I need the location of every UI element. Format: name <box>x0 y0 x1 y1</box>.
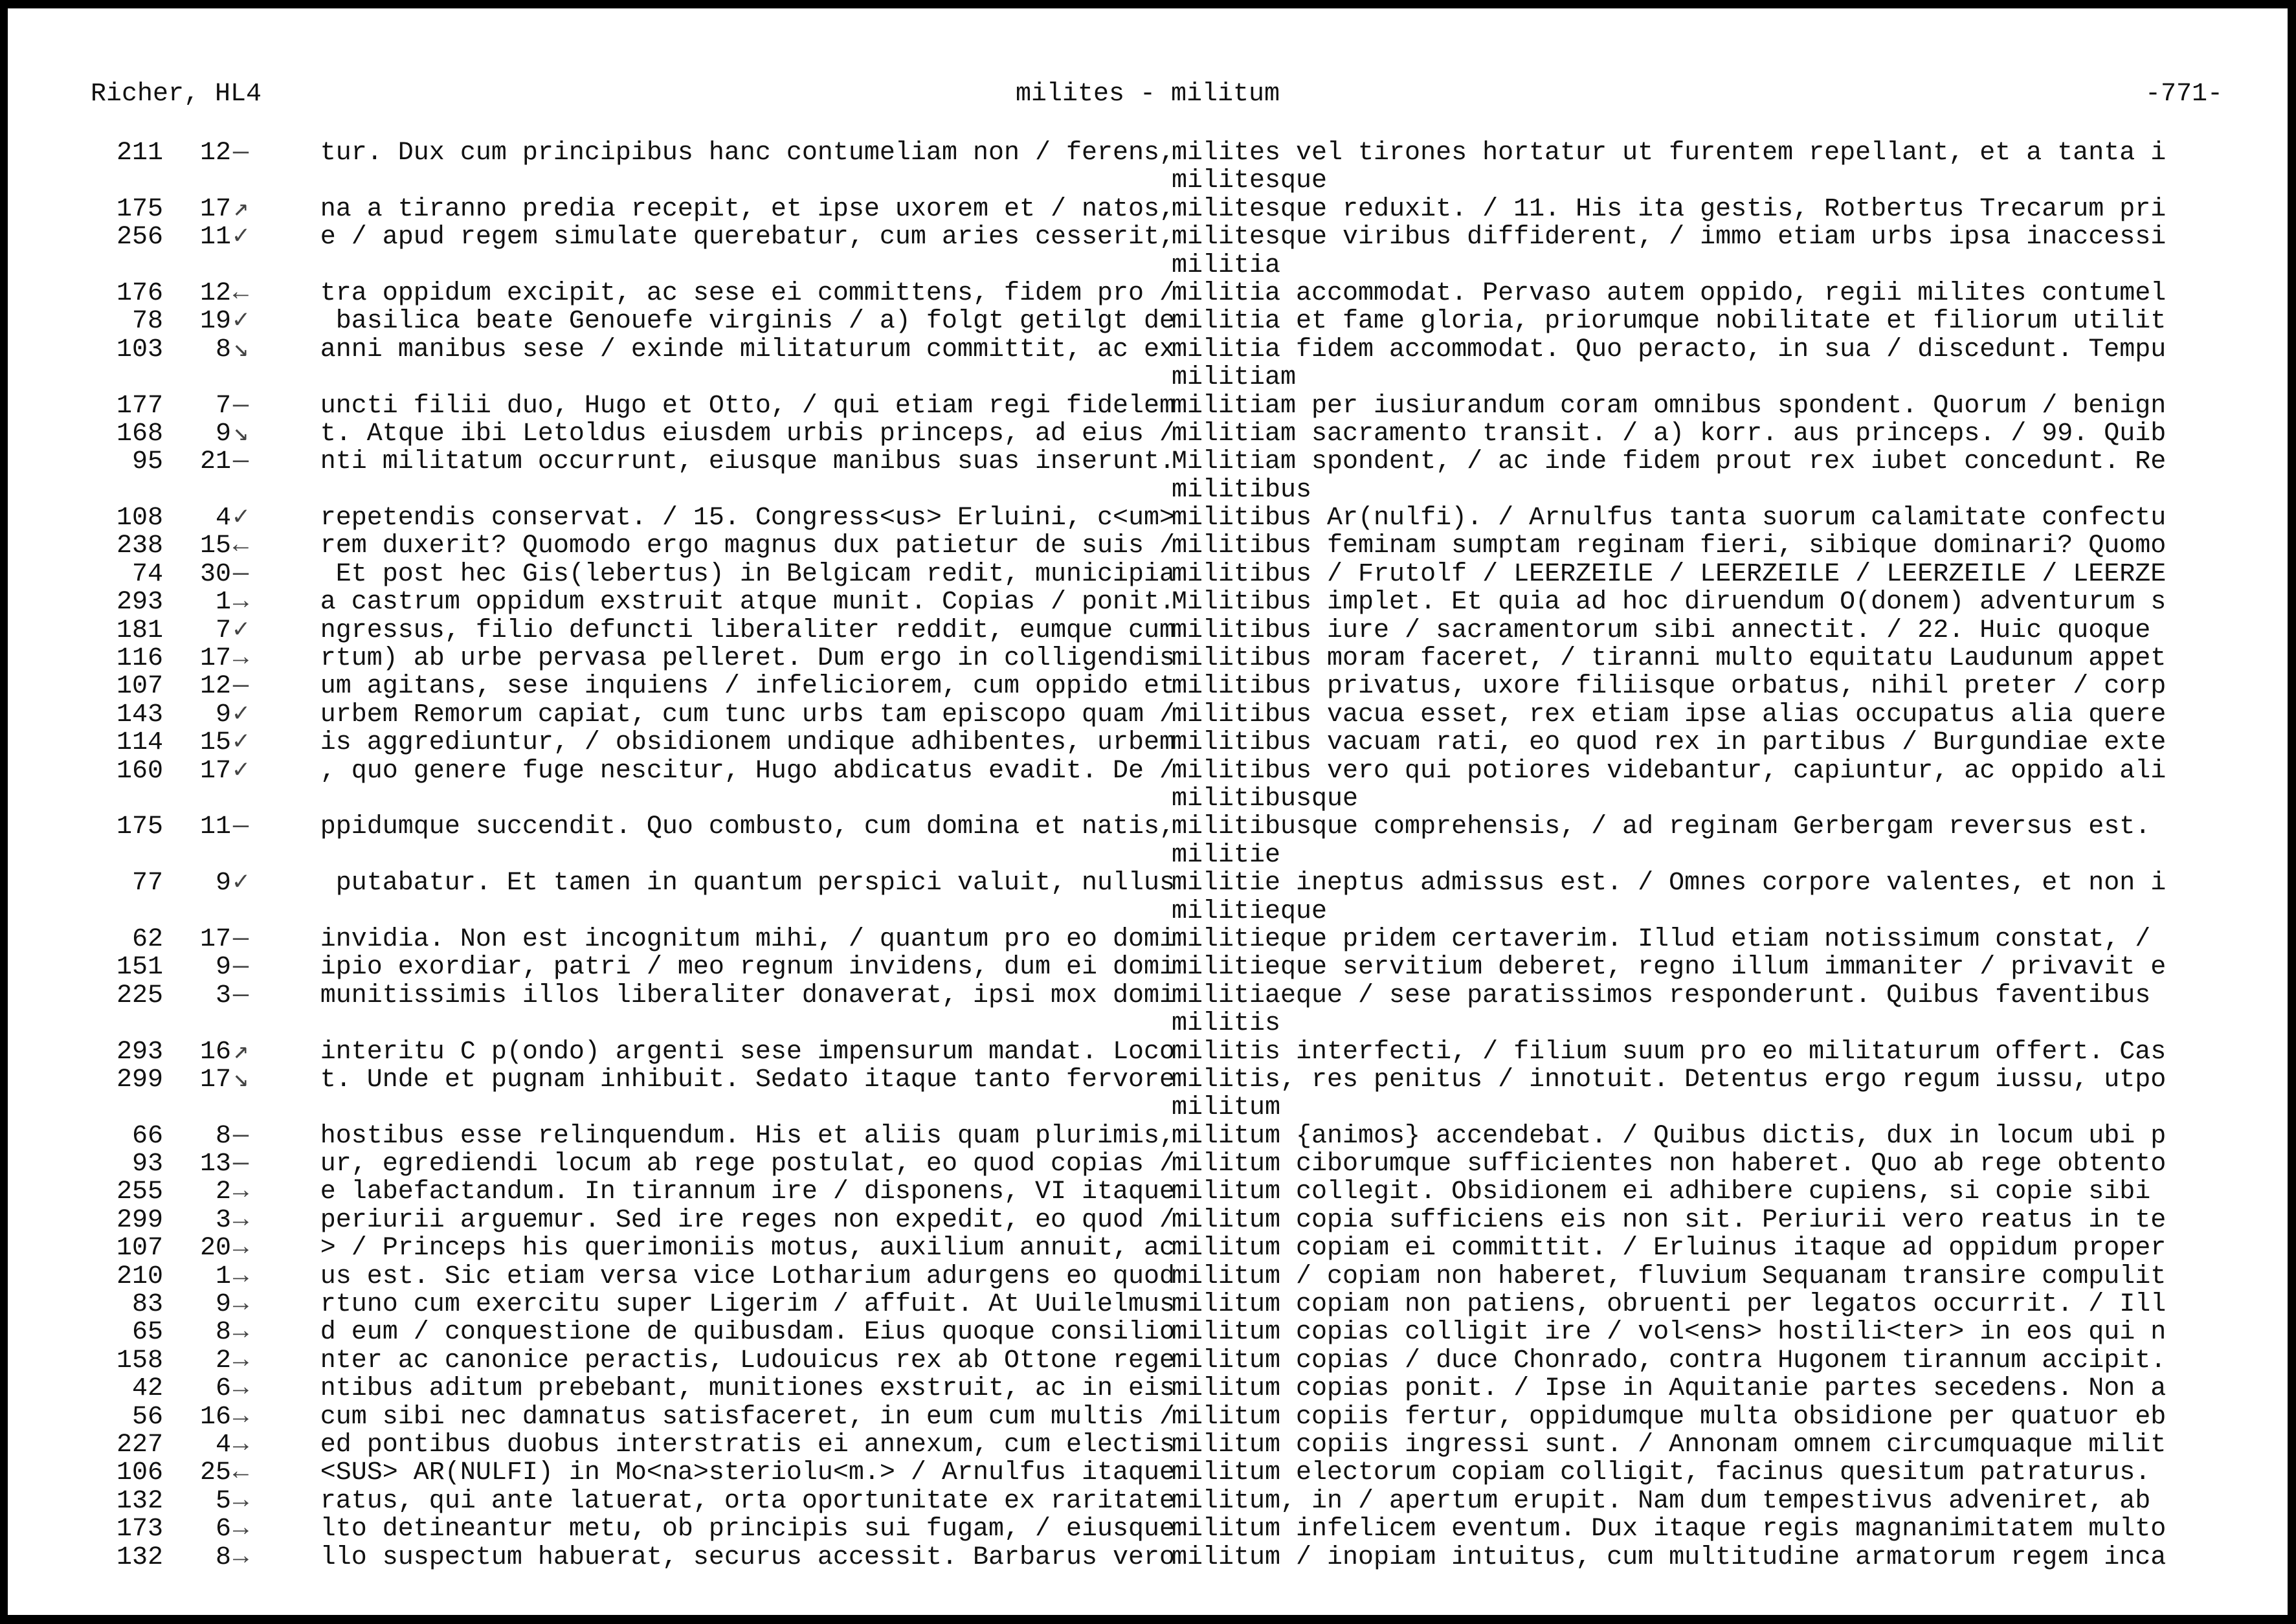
left-context: Et post hec Gis(lebertus) in Belgicam redit, municipia <box>335 559 1175 589</box>
check-mark-icon: — <box>233 447 249 477</box>
keyword-heading-text: militibus <box>1172 475 1312 505</box>
right-context: militibus iure / sacramentorum sibi annectit. / 22. Huic quoque <box>1172 616 2151 645</box>
check-mark-icon: → <box>233 1234 249 1263</box>
keyword-heading-text: militesque <box>1172 166 1328 196</box>
check-mark-icon: ✓ <box>233 869 249 898</box>
page-ref: 211 <box>116 139 163 168</box>
concordance-row <box>8 1375 2288 1403</box>
page-ref: 256 <box>116 223 163 252</box>
check-mark-icon: — <box>233 139 249 168</box>
right-context: militum copiis fertur, oppidumque multa obsidione per quatuor eb <box>1172 1403 2167 1431</box>
concordance-row <box>8 1403 2288 1431</box>
check-mark-icon: — <box>233 1150 249 1179</box>
page-ref: 62 <box>131 924 163 954</box>
keyword-heading <box>8 252 2288 280</box>
right-context: militia accommodat. Pervaso autem oppido, regii milites contumel <box>1172 279 2167 308</box>
right-context: militia et fame gloria, priorumque nobilitate et filiorum utilit <box>1172 307 2167 336</box>
left-context: hostibus esse relinquendum. His et aliis quam plurimis, <box>320 1121 1175 1151</box>
concordance-row <box>8 1066 2288 1094</box>
left-context: rem duxerit? Quomodo ergo magnus dux patietur de suis / <box>320 531 1175 561</box>
keyword-heading-text: militie <box>1172 840 1281 870</box>
right-context: milites vel tirones hortatur ut furentem repellant, et a tanta i <box>1172 139 2167 168</box>
left-context: t. Atque ibi Letoldus eiusdem urbis princeps, ad eius / <box>320 419 1175 449</box>
line-ref: 1 <box>215 1262 231 1291</box>
left-context: putabatur. Et tamen in quantum perspici valuit, nullus <box>335 869 1175 898</box>
check-mark-icon: ↗ <box>233 1037 249 1067</box>
concordance-row <box>8 617 2288 645</box>
left-context: a castrum oppidum exstruit atque munit. Copias / ponit. <box>320 588 1175 617</box>
right-context: militia fidem accommodat. Quo peracto, in sua / discedunt. Tempu <box>1172 335 2167 364</box>
page-ref: 255 <box>116 1177 163 1207</box>
right-context: militum, in / apertum erupit. Nam dum tempestivus adveniret, ab <box>1172 1487 2151 1516</box>
concordance-row <box>8 139 2288 167</box>
right-context: militum electorum copiam colligit, facinus quesitum patraturus. <box>1172 1459 2151 1487</box>
keyword-heading <box>8 476 2288 504</box>
concordance-row <box>8 1318 2288 1346</box>
concordance-row <box>8 504 2288 532</box>
check-mark-icon: → <box>233 1402 249 1432</box>
left-context: e labefactandum. In tirannum ire / disponens, VI itaque <box>320 1177 1175 1207</box>
page-ref: 293 <box>116 588 163 617</box>
line-ref: 20 <box>199 1234 231 1263</box>
check-mark-icon: ✓ <box>233 728 249 758</box>
page-ref: 225 <box>116 981 163 1010</box>
left-context: urbem Remorum capiat, cum tunc urbs tam episcopo quam / <box>320 700 1175 729</box>
page-ref: 95 <box>131 447 163 477</box>
right-context: militibus vero qui potiores videbantur, capiuntur, ac oppido ali <box>1172 757 2167 785</box>
check-mark-icon: → <box>233 1430 249 1460</box>
page-ref: 132 <box>116 1542 163 1572</box>
line-ref: 16 <box>199 1037 231 1067</box>
line-ref: 17 <box>199 644 231 674</box>
left-context: llo suspectum habuerat, securus accessit. Barbarus vero <box>320 1542 1175 1572</box>
keyword-heading <box>8 1094 2288 1122</box>
page-ref: 175 <box>116 194 163 224</box>
concordance-row <box>8 1487 2288 1515</box>
page-ref: 108 <box>116 504 163 533</box>
concordance-row <box>8 982 2288 1010</box>
check-mark-icon: ← <box>233 1458 249 1488</box>
page-ref: 114 <box>116 728 163 758</box>
page-ref: 181 <box>116 616 163 645</box>
keyword-heading-text: militibusque <box>1172 784 1359 814</box>
check-mark-icon: ↘ <box>233 1065 249 1095</box>
concordance-row <box>8 1544 2288 1572</box>
concordance-row <box>8 701 2288 729</box>
keyword-heading-text: militum <box>1172 1093 1281 1123</box>
page-ref: 158 <box>116 1346 163 1375</box>
check-mark-icon: → <box>233 1346 249 1375</box>
right-context: militum / inopiam intuitus, cum multitudine armatorum regem inca <box>1172 1543 2167 1572</box>
right-context: Militiam spondent, / ac inde fidem prout rex iubet concedunt. Re <box>1172 448 2167 476</box>
page-ref: 238 <box>116 531 163 561</box>
keyword-heading <box>8 364 2288 392</box>
concordance-row <box>8 280 2288 307</box>
line-ref: 2 <box>215 1346 231 1375</box>
check-mark-icon: → <box>233 1290 249 1320</box>
concordance-row <box>8 1459 2288 1487</box>
check-mark-icon: — <box>233 981 249 1010</box>
page-ref: 42 <box>131 1374 163 1404</box>
keyword-heading-text: militia <box>1172 250 1281 280</box>
right-context: militibus vacuam rati, eo quod rex in partibus / Burgundiae exte <box>1172 729 2167 757</box>
line-ref: 4 <box>215 1430 231 1460</box>
line-ref: 4 <box>215 504 231 533</box>
left-context: d eum / conquestione de quibusdam. Eius quoque consilio <box>320 1318 1175 1348</box>
line-ref: 12 <box>199 278 231 308</box>
left-context: , quo genere fuge nescitur, Hugo abdicatus evadit. De / <box>320 756 1175 786</box>
right-context: militieque pridem certaverim. Illud etiam notissimum constat, / <box>1172 925 2151 954</box>
left-context: periurii arguemur. Sed ire reges non expedit, eo quod / <box>320 1205 1175 1235</box>
page-ref: 176 <box>116 278 163 308</box>
left-context: nter ac canonice peractis, Ludouicus rex ab Ottone rege <box>320 1346 1175 1375</box>
keyword-heading-text: militiam <box>1172 363 1297 393</box>
right-context: militum copia sufficiens eis non sit. Periurii vero reatus in te <box>1172 1206 2167 1235</box>
right-context: Militibus implet. Et quia ad hoc diruendum O(donem) adventurum s <box>1172 588 2167 617</box>
line-ref: 9 <box>215 869 231 898</box>
left-context: repetendis conservat. / 15. Congress<us> Erluini, c<um> <box>320 504 1175 533</box>
line-ref: 8 <box>215 1121 231 1151</box>
check-mark-icon: → <box>233 1542 249 1572</box>
line-ref: 12 <box>199 139 231 168</box>
right-context: militum infelicem eventum. Dux itaque regis magnanimitatem multo <box>1172 1515 2167 1544</box>
check-mark-icon: → <box>233 1515 249 1544</box>
line-ref: 6 <box>215 1374 231 1404</box>
keyword-heading <box>8 1010 2288 1038</box>
concordance-row <box>8 561 2288 588</box>
concordance-row <box>8 195 2288 223</box>
concordance-row <box>8 1263 2288 1291</box>
page-ref: 299 <box>116 1065 163 1095</box>
check-mark-icon: → <box>233 1262 249 1291</box>
right-context: militum copiam non patiens, obruenti per legatos occurrit. / Ill <box>1172 1291 2167 1319</box>
line-ref: 5 <box>215 1486 231 1516</box>
check-mark-icon: → <box>233 1205 249 1235</box>
line-ref: 17 <box>199 1065 231 1095</box>
left-context: ed pontibus duobus interstratis ei annexum, cum electis <box>320 1430 1175 1460</box>
right-context: militieque servitium deberet, regno illum immaniter / privavit e <box>1172 953 2167 982</box>
line-ref: 13 <box>199 1150 231 1179</box>
page-ref: 168 <box>116 419 163 449</box>
page-ref: 299 <box>116 1205 163 1235</box>
right-context: militiam per iusiurandum coram omnibus spondent. Quorum / benign <box>1172 392 2167 420</box>
page-ref: 56 <box>131 1402 163 1432</box>
concordance-row <box>8 1122 2288 1150</box>
concordance-row <box>8 953 2288 981</box>
check-mark-icon: ✓ <box>233 700 249 729</box>
page-header <box>8 80 2288 112</box>
left-context: anni manibus sese / exinde militaturum committit, ac ex <box>320 335 1175 364</box>
concordance-row <box>8 1291 2288 1318</box>
page-ref: 93 <box>131 1150 163 1179</box>
right-context: militibus / Frutolf / LEERZEILE / LEERZEILE / LEERZEILE / LEERZE <box>1172 560 2167 589</box>
left-context: cum sibi nec damnatus satisfaceret, in eum cum multis / <box>320 1402 1175 1432</box>
line-ref: 2 <box>215 1177 231 1207</box>
page-ref: 66 <box>131 1121 163 1151</box>
left-context: nti militatum occurrunt, eiusque manibus suas inserunt. <box>320 447 1175 477</box>
page-ref: 143 <box>116 700 163 729</box>
line-ref: 6 <box>215 1515 231 1544</box>
page-ref: 173 <box>116 1515 163 1544</box>
check-mark-icon: → <box>233 1177 249 1207</box>
check-mark-icon: — <box>233 812 249 842</box>
left-context: e / apud regem simulate querebatur, cum aries cesserit, <box>320 223 1175 252</box>
line-ref: 11 <box>199 223 231 252</box>
line-ref: 19 <box>199 307 231 337</box>
right-context: militis, res penitus / innotuit. Detentus ergo regum iussu, utpo <box>1172 1065 2167 1095</box>
left-context: uncti filii duo, Hugo et Otto, / qui etiam regi fidelem <box>320 391 1175 421</box>
concordance-row <box>8 420 2288 448</box>
left-context: ratus, qui ante latuerat, orta oportunitate ex raritate <box>320 1486 1175 1516</box>
left-context: is aggrediuntur, / obsidionem undique adhibentes, urbem <box>320 728 1175 758</box>
concordance-row <box>8 869 2288 897</box>
right-context: militibusque comprehensis, / ad reginam Gerbergam reversus est. <box>1172 813 2151 841</box>
check-mark-icon: → <box>233 588 249 617</box>
right-context: militie ineptus admissus est. / Omnes corpore valentes, et non i <box>1172 869 2167 898</box>
page-ref: 83 <box>131 1290 163 1320</box>
page-ref: 177 <box>116 391 163 421</box>
concordance-row <box>8 392 2288 420</box>
right-context: militibus feminam sumptam reginam fieri, sibique dominari? Quomo <box>1172 532 2167 561</box>
right-context: militis interfecti, / filium suum pro eo militaturum offert. Cas <box>1172 1038 2167 1066</box>
right-context: militum {animos} accendebat. / Quibus dictis, dux in locum ubi p <box>1172 1122 2167 1151</box>
check-mark-icon: ← <box>233 531 249 561</box>
line-ref: 7 <box>215 391 231 421</box>
line-ref: 12 <box>199 672 231 702</box>
right-context: militiaeque / sese paratissimos responderunt. Quibus faventibus <box>1172 981 2151 1010</box>
check-mark-icon: ✓ <box>233 756 249 786</box>
line-ref: 17 <box>199 756 231 786</box>
page-ref: 175 <box>116 812 163 842</box>
line-ref: 25 <box>199 1458 231 1488</box>
concordance-row <box>8 1431 2288 1459</box>
line-ref: 1 <box>215 588 231 617</box>
page-ref: 227 <box>116 1430 163 1460</box>
left-context: rtum) ab urbe pervasa pelleret. Dum ergo in colligendis <box>320 644 1175 674</box>
right-context: militibus privatus, uxore filiisque orbatus, nihil preter / corp <box>1172 673 2167 701</box>
left-context: tur. Dux cum principibus hanc contumeliam non / ferens, <box>320 139 1175 168</box>
line-ref: 17 <box>199 194 231 224</box>
check-mark-icon: — <box>233 924 249 954</box>
concordance-page <box>8 8 2288 1615</box>
check-mark-icon: — <box>233 391 249 421</box>
source-title: Richer, HL4 <box>91 80 262 109</box>
left-context: basilica beate Genouefe virginis / a) folgt getilgt de <box>335 307 1175 337</box>
concordance-row <box>8 729 2288 757</box>
line-ref: 30 <box>199 559 231 589</box>
keyword-heading-text: militieque <box>1172 896 1328 926</box>
left-context: interitu C p(ondo) argenti sese impensurum mandat. Loco <box>320 1037 1175 1067</box>
right-context: militibus vacua esset, rex etiam ipse alias occupatus alia quere <box>1172 700 2167 729</box>
page-ref: 107 <box>116 1234 163 1263</box>
left-context: um agitans, sese inquiens / infeliciorem, cum oppido et <box>320 672 1175 702</box>
keyword-heading <box>8 167 2288 195</box>
page-ref: 78 <box>131 307 163 337</box>
line-ref: 8 <box>215 335 231 364</box>
concordance-row <box>8 1515 2288 1543</box>
check-mark-icon: ✓ <box>233 616 249 645</box>
check-mark-icon: — <box>233 1121 249 1151</box>
left-context: invidia. Non est incognitum mihi, / quantum pro eo domi <box>320 924 1175 954</box>
right-context: militesque reduxit. / 11. His ita gestis, Rotbertus Trecarum pri <box>1172 195 2167 224</box>
right-context: militum ciborumque sufficientes non haberet. Quo ab rege obtento <box>1172 1150 2167 1179</box>
left-context: > / Princeps his querimoniis motus, auxilium annuit, ac <box>320 1234 1175 1263</box>
left-context: munitissimis illos liberaliter donaverat, ipsi mox domi <box>320 981 1175 1010</box>
check-mark-icon: ↘ <box>233 419 249 449</box>
left-context: <SUS> AR(NULFI) in Mo<na>steriolu<m.> / Arnulfus itaque <box>320 1458 1175 1488</box>
left-context: ntibus aditum prebebant, munitiones exstruit, ac in eis <box>320 1374 1175 1404</box>
page-ref: 74 <box>131 559 163 589</box>
concordance-row <box>8 1038 2288 1066</box>
page-ref: 107 <box>116 672 163 702</box>
line-ref: 15 <box>199 531 231 561</box>
check-mark-icon: ✓ <box>233 504 249 533</box>
right-context: militum copiis ingressi sunt. / Annonam omnem circumquaque milit <box>1172 1430 2167 1460</box>
line-ref: 7 <box>215 616 231 645</box>
line-ref: 3 <box>215 1205 231 1235</box>
left-context: us est. Sic etiam versa vice Lotharium adurgens eo quod <box>320 1262 1175 1291</box>
line-ref: 9 <box>215 700 231 729</box>
check-mark-icon: ↗ <box>233 194 249 224</box>
line-ref: 21 <box>199 447 231 477</box>
concordance-row <box>8 1207 2288 1234</box>
page-ref: 210 <box>116 1262 163 1291</box>
right-context: militiam sacramento transit. / a) korr. aus princeps. / 99. Quib <box>1172 419 2167 449</box>
check-mark-icon: — <box>233 953 249 983</box>
page-ref: 151 <box>116 953 163 983</box>
left-context: t. Unde et pugnam inhibuit. Sedato itaque tanto fervore <box>320 1065 1175 1095</box>
page-ref: 132 <box>116 1486 163 1516</box>
line-ref: 3 <box>215 981 231 1010</box>
page-ref: 293 <box>116 1037 163 1067</box>
left-context: na a tiranno predia recepit, et ipse uxorem et / natos, <box>320 194 1175 224</box>
page-number: -771- <box>2145 80 2223 109</box>
check-mark-icon: ↘ <box>233 335 249 364</box>
left-context: ppidumque succendit. Quo combusto, cum domina et natis, <box>320 812 1175 842</box>
concordance-row <box>8 448 2288 476</box>
concordance-row <box>8 532 2288 560</box>
line-ref: 15 <box>199 728 231 758</box>
check-mark-icon: → <box>233 1318 249 1348</box>
page-ref: 77 <box>131 869 163 898</box>
concordance-list <box>8 139 2288 1572</box>
right-context: militum copias colligit ire / vol<ens> hostili<ter> in eos qui n <box>1172 1318 2167 1347</box>
left-context: ur, egrediendi locum ab rege postulat, eo quod copias / <box>320 1150 1175 1179</box>
concordance-row <box>8 757 2288 785</box>
keyword-heading <box>8 785 2288 813</box>
right-context: militum copias / duce Chonrado, contra Hugonem tirannum accipit. <box>1172 1346 2167 1375</box>
concordance-row <box>8 1178 2288 1206</box>
line-ref: 8 <box>215 1318 231 1348</box>
left-context: tra oppidum excipit, ac sese ei committens, fidem pro / <box>320 278 1175 308</box>
page-ref: 103 <box>116 335 163 364</box>
line-ref: 11 <box>199 812 231 842</box>
check-mark-icon: ← <box>233 278 249 308</box>
concordance-row <box>8 223 2288 251</box>
page-ref: 106 <box>116 1458 163 1488</box>
line-ref: 9 <box>215 419 231 449</box>
concordance-row <box>8 1234 2288 1262</box>
right-context: militum copias ponit. / Ipse in Aquitanie partes secedens. Non a <box>1172 1375 2167 1403</box>
check-mark-icon: → <box>233 1486 249 1516</box>
right-context: militum copiam ei committit. / Erluinus itaque ad oppidum proper <box>1172 1234 2167 1263</box>
page-ref: 160 <box>116 756 163 786</box>
page-ref: 116 <box>116 644 163 674</box>
check-mark-icon: → <box>233 644 249 674</box>
lemma-range: milites - militum <box>1015 80 1280 109</box>
left-context: lto detineantur metu, ob principis sui fugam, / eiusque <box>320 1515 1175 1544</box>
line-ref: 8 <box>215 1542 231 1572</box>
line-ref: 16 <box>199 1402 231 1432</box>
check-mark-icon: → <box>233 1374 249 1404</box>
keyword-heading <box>8 841 2288 869</box>
right-context: militesque viribus diffiderent, / immo etiam urbs ipsa inaccessi <box>1172 223 2167 252</box>
right-context: militum collegit. Obsidionem ei adhibere cupiens, si copie sibi <box>1172 1178 2151 1207</box>
concordance-row <box>8 673 2288 700</box>
left-context: ngressus, filio defuncti liberaliter reddit, eumque cum <box>320 616 1175 645</box>
keyword-heading <box>8 898 2288 926</box>
left-context: rtuno cum exercitu super Ligerim / affuit. At Uuilelmus <box>320 1290 1175 1320</box>
keyword-heading-text: militis <box>1172 1009 1281 1039</box>
concordance-row <box>8 307 2288 335</box>
right-context: militibus Ar(nulfi). / Arnulfus tanta suorum calamitate confectu <box>1172 504 2167 533</box>
check-mark-icon: ✓ <box>233 307 249 337</box>
concordance-row <box>8 588 2288 616</box>
check-mark-icon: ✓ <box>233 223 249 252</box>
left-context: ipio exordiar, patri / meo regnum invidens, dum ei domi <box>320 953 1175 983</box>
concordance-row <box>8 813 2288 841</box>
line-ref: 17 <box>199 924 231 954</box>
page-ref: 65 <box>131 1318 163 1348</box>
check-mark-icon: — <box>233 672 249 702</box>
check-mark-icon: — <box>233 559 249 589</box>
concordance-row <box>8 926 2288 953</box>
concordance-row <box>8 1150 2288 1178</box>
concordance-row <box>8 645 2288 673</box>
right-context: militibus moram faceret, / tiranni multo equitatu Laudunum appet <box>1172 645 2167 673</box>
concordance-row <box>8 336 2288 364</box>
concordance-row <box>8 1347 2288 1375</box>
right-context: militum / copiam non haberet, fluvium Sequanam transire compulit <box>1172 1262 2167 1291</box>
line-ref: 9 <box>215 953 231 983</box>
line-ref: 9 <box>215 1290 231 1320</box>
